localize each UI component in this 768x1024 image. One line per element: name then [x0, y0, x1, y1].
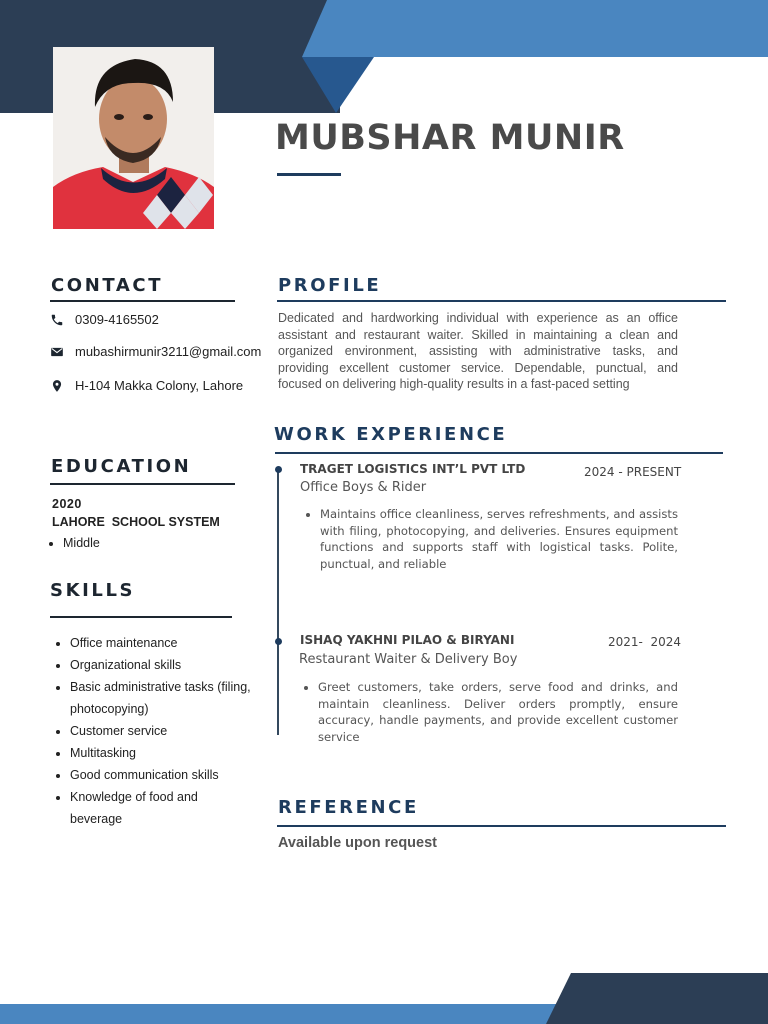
- reference-text: Available upon request: [278, 835, 437, 851]
- contact-email: [50, 344, 261, 359]
- job-role: Restaurant Waiter & Delivery Boy: [299, 652, 518, 667]
- job-description: • Maintains office cleanliness, serves refreshments, and assists with filing, photocopying, and deliveries. Ensures equipment functions and supports staff with logistical tasks. Polite, punctual, and reliable: [320, 506, 678, 572]
- skill-item: • Basic administrative tasks (filing, photocopying): [70, 676, 260, 720]
- footer-bands: [0, 970, 768, 1024]
- education-school: LAHORE SCHOOL SYSTEM: [52, 515, 220, 529]
- work-heading: WORK EXPERIENCE: [274, 424, 508, 445]
- skills-heading: SKILLS: [50, 580, 136, 601]
- person-name: MUBSHAR MUNIR: [275, 118, 625, 158]
- contact-phone: [50, 312, 159, 327]
- timeline-dot: [275, 638, 282, 645]
- job-description: • Greet customers, take orders, serve food and drinks, and maintain cleanliness. Deliver orders promptly, ensure accuracy, handle payments, and provide excellent customer service: [318, 679, 678, 745]
- contact-email-text[interactable]: mubashirmunir3211@gmail.com: [75, 344, 262, 359]
- email-icon: [50, 345, 64, 359]
- contact-phone-text[interactable]: 0309-4165502: [75, 312, 159, 327]
- location-icon: [50, 379, 64, 393]
- job-dates: 2021- 2024: [608, 635, 682, 649]
- contact-rule: [50, 300, 235, 302]
- work-rule: [275, 452, 723, 454]
- profile-heading: PROFILE: [278, 275, 382, 296]
- profile-photo: [53, 47, 214, 229]
- profile-rule: [277, 300, 726, 302]
- reference-rule: [277, 825, 726, 827]
- education-year: 2020: [52, 497, 82, 511]
- contact-address: [50, 378, 243, 393]
- profile-text: Dedicated and hardworking individual with experience as an office assistant and restaurant waiter. Skilled in maintaining a clean and organized environment, assisting with administrative tasks, and providing excellent customer service. Dependable, punctual, and focused on delivering high-quality results in a fast-paced setting: [278, 311, 678, 391]
- skills-list: [52, 632, 260, 830]
- skill-item: • Office maintenance: [70, 632, 260, 654]
- skill-item: • Organizational skills: [70, 654, 260, 676]
- name-underline: [277, 173, 341, 176]
- job-description-list: [298, 679, 678, 745]
- education-heading: EDUCATION: [51, 456, 192, 477]
- skill-item: • Good communication skills: [70, 764, 260, 786]
- skill-item: • Knowledge of food and beverage: [70, 786, 210, 830]
- job-description-list: [300, 506, 678, 572]
- job-dates: 2024 - PRESENT: [584, 465, 682, 479]
- education-level: • Middle: [63, 536, 100, 550]
- job-company: TRAGET LOGISTICS INT’L PVT LTD: [300, 462, 526, 476]
- job-role: Office Boys & Rider: [300, 480, 427, 495]
- skill-item: • Customer service: [70, 720, 260, 742]
- reference-heading: REFERENCE: [278, 797, 419, 818]
- skills-rule: [50, 616, 232, 618]
- contact-address-text: H-104 Makka Colony, Lahore: [75, 378, 244, 393]
- education-level-list: [52, 536, 100, 550]
- skill-item: • Multitasking: [70, 742, 260, 764]
- phone-icon: [50, 313, 64, 327]
- job-company: ISHAQ YAKHNI PILAO & BIRYANI: [300, 633, 515, 647]
- contact-heading: CONTACT: [51, 275, 164, 296]
- education-rule: [50, 483, 235, 485]
- timeline-dot: [275, 466, 282, 473]
- timeline-line: [277, 467, 279, 735]
